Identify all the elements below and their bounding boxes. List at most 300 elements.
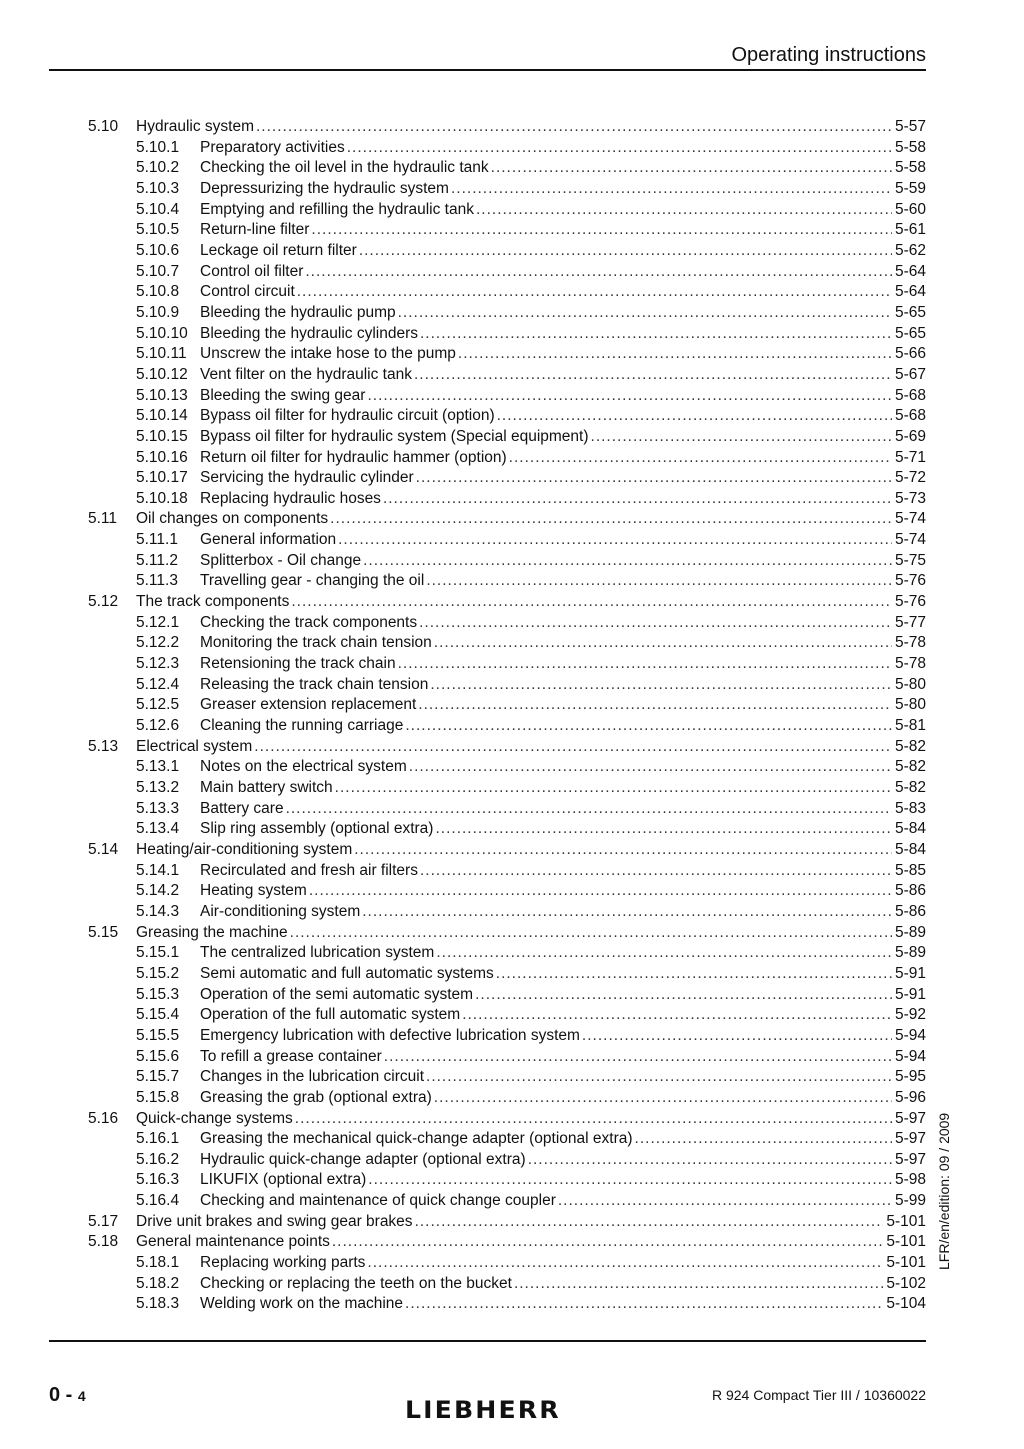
toc-page: 5-98 <box>894 1171 926 1189</box>
toc-page: 5-102 <box>886 1274 926 1292</box>
toc-entry <box>200 1129 926 1150</box>
toc-entry <box>200 1253 926 1274</box>
toc-leader-dots <box>426 571 892 592</box>
toc-entry <box>136 117 926 138</box>
toc-page: 5-89 <box>894 923 926 941</box>
toc-number: 5.10.12 <box>136 365 188 383</box>
toc-subsection-row <box>0 881 1024 902</box>
toc-number: 5.16.4 <box>136 1192 180 1210</box>
toc-title: Semi automatic and full automatic systems <box>200 964 494 982</box>
toc-subsection-row <box>0 861 1024 882</box>
toc-subsection-row <box>0 778 1024 799</box>
toc-leader-dots <box>414 365 892 386</box>
toc-page: 5-91 <box>894 985 926 1003</box>
toc-subsection-row <box>0 819 1024 840</box>
toc-number: 5.16.1 <box>136 1130 180 1148</box>
toc-page: 5-76 <box>894 593 926 611</box>
toc-number: 5.13.3 <box>136 799 180 817</box>
toc-page: 5-97 <box>894 1130 926 1148</box>
toc-leader-dots <box>330 509 892 530</box>
toc-leader-dots <box>462 1005 892 1026</box>
toc-subsection-row <box>0 406 1024 427</box>
toc-leader-dots <box>418 695 892 716</box>
toc-section-row <box>0 923 1024 944</box>
toc-subsection-row <box>0 262 1024 283</box>
toc-entry <box>200 365 926 386</box>
toc-number: 5.10.9 <box>136 303 180 321</box>
toc-title: Vent filter on the hydraulic tank <box>200 365 412 383</box>
toc-title: Quick-change systems <box>136 1109 293 1127</box>
toc-leader-dots <box>458 344 892 365</box>
toc-title: Operation of the full automatic system <box>200 1006 461 1024</box>
toc-number: 5.16 <box>88 1109 119 1127</box>
toc-leader-dots <box>509 448 892 469</box>
toc-title: Servicing the hydraulic cylinder <box>200 469 414 487</box>
toc-entry <box>200 406 926 427</box>
toc-leader-dots <box>434 633 892 654</box>
toc-entry <box>200 1047 926 1068</box>
toc-title: Hydraulic quick-change adapter (optional extra) <box>200 1150 526 1168</box>
toc-page: 5-65 <box>894 324 926 342</box>
toc-subsection-row <box>0 530 1024 551</box>
toc-entry <box>200 551 926 572</box>
toc-page: 5-64 <box>894 262 926 280</box>
toc-number: 5.14.2 <box>136 882 180 900</box>
toc-page: 5-78 <box>894 655 926 673</box>
toc-title: Travelling gear - changing the oil <box>200 572 425 590</box>
toc-leader-dots <box>434 1088 892 1109</box>
toc-title: Greasing the grab (optional extra) <box>200 1088 432 1106</box>
toc-subsection-row <box>0 675 1024 696</box>
toc-number: 5.10.11 <box>136 345 187 363</box>
toc-entry <box>200 220 926 241</box>
toc-leader-dots <box>451 179 892 200</box>
toc-page: 5-85 <box>894 861 926 879</box>
toc-leader-dots <box>309 881 892 902</box>
toc-entry <box>200 985 926 1006</box>
toc-entry <box>200 200 926 221</box>
toc-subsection-row <box>0 1294 1024 1315</box>
toc-subsection-row <box>0 427 1024 448</box>
toc-subsection-row <box>0 1047 1024 1068</box>
toc-page: 5-101 <box>886 1212 926 1230</box>
toc-leader-dots <box>420 861 892 882</box>
toc-number: 5.10.8 <box>136 283 180 301</box>
toc-leader-dots <box>367 386 892 407</box>
toc-subsection-row <box>0 1067 1024 1088</box>
liebherr-logo: LIEBHERR <box>405 1396 561 1424</box>
toc-subsection-row <box>0 1005 1024 1026</box>
toc-leader-dots <box>514 1274 883 1295</box>
toc-subsection-row <box>0 1150 1024 1171</box>
toc-entry <box>136 592 926 613</box>
toc-number: 5.10.17 <box>136 469 188 487</box>
toc-leader-dots <box>426 1067 892 1088</box>
toc-subsection-row <box>0 241 1024 262</box>
toc-entry <box>200 1067 926 1088</box>
toc-entry <box>136 923 926 944</box>
toc-number: 5.15 <box>88 923 119 941</box>
toc-leader-dots <box>367 1253 883 1274</box>
toc-number: 5.17 <box>88 1212 119 1230</box>
toc-number: 5.15.2 <box>136 964 180 982</box>
toc-entry <box>200 902 926 923</box>
toc-entry <box>200 448 926 469</box>
toc-title: Emergency lubrication with defective lubrication system <box>200 1026 580 1044</box>
toc-subsection-row <box>0 386 1024 407</box>
toc-subsection-row <box>0 1088 1024 1109</box>
toc-number: 5.16.2 <box>136 1150 180 1168</box>
toc-page: 5-57 <box>894 118 926 135</box>
toc-title: Greasing the machine <box>136 923 288 941</box>
toc-entry <box>200 303 926 324</box>
toc-page: 5-86 <box>894 902 926 920</box>
toc-page: 5-74 <box>894 510 926 528</box>
toc-title: Drive unit brakes and swing gear brakes <box>136 1212 413 1230</box>
toc-page: 5-61 <box>894 221 926 239</box>
toc-leader-dots <box>398 654 892 675</box>
toc-entry <box>200 489 926 510</box>
toc-page: 5-59 <box>894 179 926 197</box>
toc-subsection-row <box>0 489 1024 510</box>
toc-entry <box>200 861 926 882</box>
toc-page: 5-97 <box>894 1109 926 1127</box>
toc-number: 5.15.7 <box>136 1068 180 1086</box>
toc-leader-dots <box>558 1191 892 1212</box>
toc-subsection-row <box>0 943 1024 964</box>
toc-subsection-row <box>0 303 1024 324</box>
toc-leader-dots <box>416 468 892 489</box>
toc-entry <box>200 757 926 778</box>
toc-entry <box>200 530 926 551</box>
page-number-major: 0 - <box>49 1384 78 1406</box>
toc-title: Splitterbox - Oil change <box>200 551 362 569</box>
toc-number: 5.18 <box>88 1233 119 1251</box>
toc-leader-dots <box>420 324 892 345</box>
toc-title: Retensioning the track chain <box>200 655 396 673</box>
toc-entry <box>200 1191 926 1212</box>
toc-page: 5-65 <box>894 303 926 321</box>
toc-title: Battery care <box>200 799 284 817</box>
toc-title: Checking the track components <box>200 613 418 631</box>
toc-leader-dots <box>347 138 892 159</box>
toc-entry <box>200 1150 926 1171</box>
toc-title: Electrical system <box>136 737 253 755</box>
toc-number: 5.15.8 <box>136 1088 180 1106</box>
toc-leader-dots <box>359 241 892 262</box>
toc-subsection-row <box>0 158 1024 179</box>
toc-entry <box>200 1026 926 1047</box>
toc-page: 5-80 <box>894 675 926 693</box>
toc-number: 5.13.2 <box>136 779 180 796</box>
toc-leader-dots <box>491 158 892 179</box>
toc-page: 5-82 <box>894 737 926 755</box>
toc-page: 5-74 <box>894 531 926 549</box>
toc-subsection-row <box>0 1026 1024 1047</box>
toc-title: Return oil filter for hydraulic hammer (option) <box>200 448 507 466</box>
toc-title: General information <box>200 531 337 549</box>
toc-entry <box>200 1170 926 1191</box>
toc-page: 5-91 <box>894 964 926 982</box>
toc-title: Slip ring assembly (optional extra) <box>200 820 434 838</box>
toc-title: Unscrew the intake hose to the pump <box>200 345 456 363</box>
toc-subsection-row <box>0 365 1024 386</box>
toc-number: 5.11.3 <box>136 572 178 590</box>
toc-subsection-row <box>0 220 1024 241</box>
toc-title: Bleeding the hydraulic pump <box>200 303 396 321</box>
toc-number: 5.12.5 <box>136 696 180 714</box>
toc-leader-dots <box>368 1170 892 1191</box>
toc-number: 5.14.3 <box>136 902 180 920</box>
toc-number: 5.15.1 <box>136 944 180 962</box>
toc-page: 5-62 <box>894 241 926 259</box>
toc-page: 5-73 <box>894 489 926 507</box>
toc-page: 5-78 <box>894 634 926 652</box>
toc-page: 5-96 <box>894 1088 926 1106</box>
toc-leader-dots <box>332 1232 883 1253</box>
table-of-contents <box>0 117 1024 1315</box>
toc-title: Replacing hydraulic hoses <box>200 489 381 507</box>
toc-leader-dots <box>354 840 892 861</box>
toc-entry <box>136 840 926 861</box>
toc-leader-dots <box>398 303 892 324</box>
toc-leader-dots <box>415 1212 884 1233</box>
edition-note: LFR/en/edition: 09 / 2009 <box>936 1112 952 1270</box>
toc-number: 5.12.1 <box>136 613 180 631</box>
toc-subsection-row <box>0 324 1024 345</box>
toc-title: Preparatory activities <box>200 138 345 156</box>
toc-number: 5.11.2 <box>136 551 178 569</box>
toc-subsection-row <box>0 757 1024 778</box>
toc-subsection-row <box>0 1253 1024 1274</box>
toc-section-row <box>0 1212 1024 1233</box>
toc-entry <box>200 468 926 489</box>
toc-entry <box>200 138 926 159</box>
toc-title: Bypass oil filter for hydraulic system (Special equipment) <box>200 427 589 445</box>
toc-page: 5-104 <box>886 1295 926 1313</box>
toc-leader-dots <box>297 282 892 303</box>
toc-entry <box>200 675 926 696</box>
toc-title: LIKUFIX (optional extra) <box>200 1171 367 1189</box>
toc-number: 5.11.1 <box>136 531 178 549</box>
toc-entry <box>200 262 926 283</box>
toc-leader-dots <box>497 406 892 427</box>
toc-title: Control oil filter <box>200 262 304 280</box>
toc-number: 5.15.4 <box>136 1006 180 1024</box>
toc-subsection-row <box>0 448 1024 469</box>
toc-page: 5-68 <box>894 386 926 404</box>
toc-leader-dots <box>436 943 892 964</box>
toc-number: 5.13.4 <box>136 820 180 838</box>
toc-page: 5-84 <box>894 820 926 838</box>
toc-page: 5-101 <box>886 1233 926 1251</box>
toc-subsection-row <box>0 1129 1024 1150</box>
toc-number: 5.10.1 <box>136 138 180 156</box>
toc-entry <box>200 613 926 634</box>
toc-subsection-row <box>0 985 1024 1006</box>
toc-page: 5-58 <box>894 159 926 177</box>
toc-leader-dots <box>286 799 892 820</box>
toc-entry <box>200 1088 926 1109</box>
toc-subsection-row <box>0 1170 1024 1191</box>
toc-page: 5-83 <box>894 799 926 817</box>
toc-entry <box>200 943 926 964</box>
toc-subsection-row <box>0 344 1024 365</box>
toc-page: 5-95 <box>894 1068 926 1086</box>
toc-number: 5.13 <box>88 737 119 755</box>
toc-page: 5-60 <box>894 200 926 218</box>
toc-title: General maintenance points <box>136 1233 330 1251</box>
toc-title: Bleeding the hydraulic cylinders <box>200 324 418 342</box>
toc-page: 5-82 <box>894 779 926 796</box>
toc-section-row <box>0 509 1024 530</box>
toc-number: 5.12.2 <box>136 634 180 652</box>
toc-entry <box>200 1294 926 1315</box>
toc-number: 5.10.4 <box>136 200 180 218</box>
toc-page: 5-81 <box>894 717 926 735</box>
toc-leader-dots <box>582 1026 892 1047</box>
toc-entry <box>200 778 926 799</box>
toc-page: 5-92 <box>894 1006 926 1024</box>
toc-number: 5.18.1 <box>136 1254 180 1272</box>
toc-entry <box>200 344 926 365</box>
toc-leader-dots <box>362 902 892 923</box>
toc-title: The track components <box>136 593 290 611</box>
document-id: R 924 Compact Tier III / 10360022 <box>711 1387 926 1403</box>
toc-number: 5.12.4 <box>136 675 180 693</box>
toc-entry <box>200 1274 926 1295</box>
toc-entry <box>200 654 926 675</box>
toc-leader-dots <box>363 551 892 572</box>
toc-leader-dots <box>338 530 892 551</box>
toc-number: 5.10.5 <box>136 221 180 239</box>
toc-leader-dots <box>290 923 892 944</box>
toc-page: 5-72 <box>894 469 926 487</box>
toc-title: Recirculated and fresh air filters <box>200 861 418 879</box>
toc-entry <box>200 427 926 448</box>
toc-number: 5.10.10 <box>136 324 188 342</box>
toc-page: 5-89 <box>894 944 926 962</box>
toc-page: 5-67 <box>894 365 926 383</box>
toc-number: 5.12.3 <box>136 655 180 673</box>
toc-number: 5.10.13 <box>136 386 188 404</box>
toc-subsection-row <box>0 468 1024 489</box>
toc-number: 5.16.3 <box>136 1171 180 1189</box>
toc-page: 5-66 <box>894 345 926 363</box>
toc-subsection-row <box>0 282 1024 303</box>
toc-entry <box>200 964 926 985</box>
toc-subsection-row <box>0 695 1024 716</box>
toc-leader-dots <box>295 1109 892 1130</box>
toc-number: 5.10.15 <box>136 427 188 445</box>
toc-subsection-row <box>0 633 1024 654</box>
toc-page: 5-99 <box>894 1192 926 1210</box>
toc-entry <box>200 819 926 840</box>
toc-title: Checking and maintenance of quick change coupler <box>200 1192 556 1210</box>
header-rule <box>49 69 926 71</box>
toc-section-row <box>0 1232 1024 1253</box>
toc-leader-dots <box>256 117 892 138</box>
toc-title: Notes on the electrical system <box>200 758 407 776</box>
toc-page: 5-68 <box>894 407 926 425</box>
toc-page: 5-71 <box>894 448 926 466</box>
toc-page: 5-84 <box>894 840 926 858</box>
toc-number: 5.10.14 <box>136 407 188 425</box>
toc-page: 5-97 <box>894 1150 926 1168</box>
toc-subsection-row <box>0 571 1024 592</box>
toc-leader-dots <box>311 220 892 241</box>
toc-title: Leckage oil return filter <box>200 241 357 259</box>
toc-page: 5-77 <box>894 613 926 631</box>
page-number-minor: 4 <box>77 1388 86 1404</box>
toc-title: Heating/air-conditioning system <box>136 840 353 858</box>
toc-number: 5.10.18 <box>136 489 188 507</box>
toc-title: Checking or replacing the teeth on the bucket <box>200 1274 512 1292</box>
toc-title: Emptying and refilling the hydraulic tank <box>200 200 474 218</box>
page-number <box>49 1384 86 1407</box>
toc-entry <box>200 158 926 179</box>
toc-title: Operation of the semi automatic system <box>200 985 474 1003</box>
toc-number: 5.12.6 <box>136 717 180 735</box>
toc-page: 5-86 <box>894 882 926 900</box>
toc-title: Releasing the track chain tension <box>200 675 429 693</box>
toc-leader-dots <box>635 1129 892 1150</box>
toc-page: 5-75 <box>894 551 926 569</box>
toc-number: 5.14.1 <box>136 861 180 879</box>
toc-subsection-row <box>0 1274 1024 1295</box>
toc-number: 5.10 <box>88 118 119 135</box>
toc-page: 5-94 <box>894 1026 926 1044</box>
toc-subsection-row <box>0 654 1024 675</box>
toc-title: Cleaning the running carriage <box>200 717 404 735</box>
toc-leader-dots <box>528 1150 892 1171</box>
toc-leader-dots <box>430 675 892 696</box>
toc-number: 5.10.6 <box>136 241 180 259</box>
toc-title: Main battery switch <box>200 779 333 796</box>
toc-title: Welding work on the machine <box>200 1295 404 1313</box>
toc-subsection-row <box>0 551 1024 572</box>
toc-page: 5-58 <box>894 138 926 156</box>
toc-leader-dots <box>405 716 892 737</box>
toc-leader-dots <box>335 778 892 799</box>
toc-entry <box>200 633 926 654</box>
toc-title: Greaser extension replacement <box>200 696 417 714</box>
toc-title: Return-line filter <box>200 221 310 239</box>
toc-page: 5-82 <box>894 758 926 776</box>
toc-section-row <box>0 117 1024 138</box>
toc-number: 5.12 <box>88 593 119 611</box>
toc-title: To refill a grease container <box>200 1047 382 1065</box>
footer-rule <box>49 1340 926 1342</box>
toc-number: 5.10.16 <box>136 448 188 466</box>
toc-subsection-row <box>0 1191 1024 1212</box>
toc-section-row <box>0 1109 1024 1130</box>
toc-title: Bleeding the swing gear <box>200 386 366 404</box>
toc-entry <box>200 282 926 303</box>
toc-page: 5-69 <box>894 427 926 445</box>
toc-subsection-row <box>0 716 1024 737</box>
toc-number: 5.18.2 <box>136 1274 180 1292</box>
toc-leader-dots <box>419 613 892 634</box>
toc-entry <box>136 1212 926 1233</box>
toc-subsection-row <box>0 200 1024 221</box>
toc-entry <box>136 1232 926 1253</box>
toc-entry <box>200 1005 926 1026</box>
toc-entry <box>200 695 926 716</box>
toc-number: 5.10.7 <box>136 262 180 280</box>
toc-title: Hydraulic system <box>136 118 254 135</box>
toc-entry <box>200 386 926 407</box>
